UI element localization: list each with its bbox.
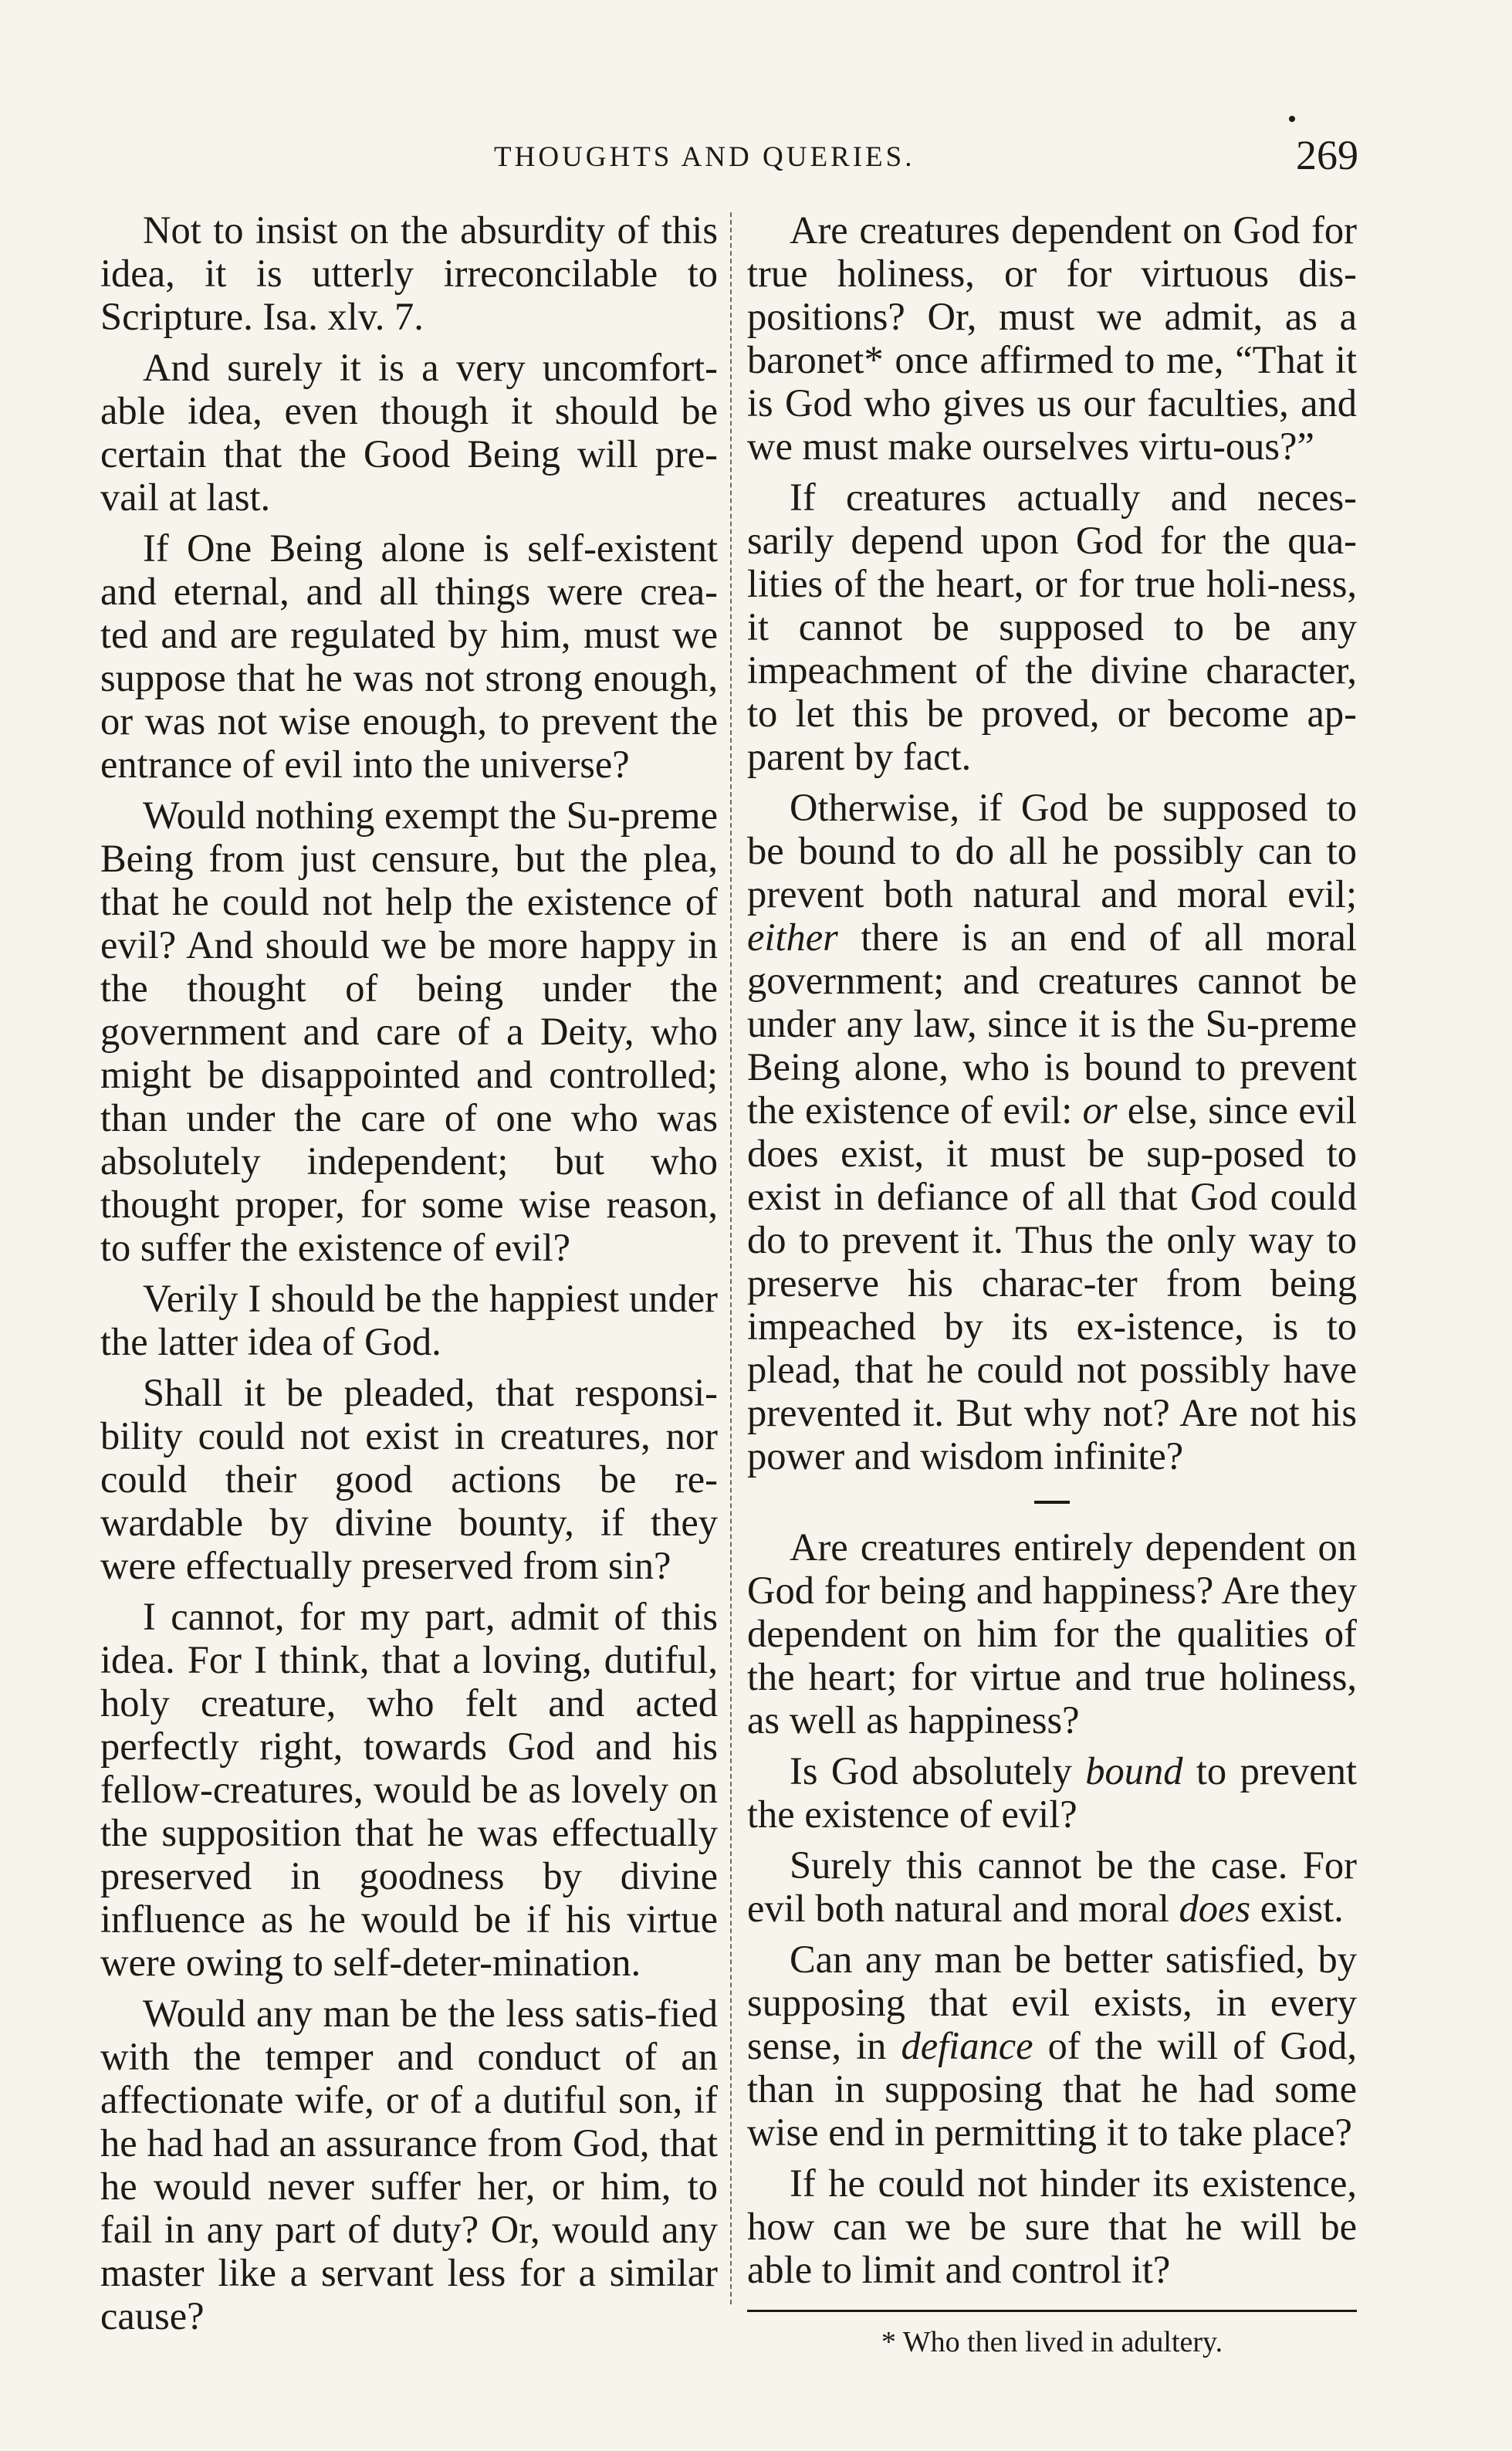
text-run: exist. (1250, 1887, 1344, 1930)
paragraph: If One Being alone is self-existent and eternal, and all things were crea-ted and are regulated by him, must we suppose that he was not strong enough, or was not wise enough, to prevent the entrance of evil into the universe? (100, 526, 718, 786)
page-header (93, 131, 1358, 185)
text-run: Otherwise, if God be supposed to be bound to do all he possibly can to prevent both natural and moral evil; (747, 786, 1357, 916)
paragraph (747, 786, 1357, 1478)
text-run: Is God absolutely (790, 1749, 1086, 1793)
emphasis-text: either (747, 916, 838, 959)
footnote-rule (747, 2310, 1357, 2312)
paragraph: Shall it be pleaded, that responsi-bility could not exist in creatures, nor could their good actions be re-wardable by divine bounty, if they were effectually preserved from sin? (100, 1371, 718, 1587)
paragraph: I cannot, for my part, admit of this idea. For I think, that a loving, dutiful, holy creature, who felt and acted perfectly right, towards God and his fellow-creatures, would be as lovely on the supposition that he was effectually preserved in goodness by divine influence as he would be if his virtue were owing to self-deter-mination. (100, 1595, 718, 1984)
emphasis-text: defiance (901, 2024, 1033, 2067)
paragraph: Would nothing exempt the Su-preme Being from just censure, but the plea, that he could not help the existence of evil? And should we be more happy in the thought of being under the government and care of a Deity, who might be disappointed and controlled; than under the care of one who was absolutely independent; but who thought proper, for some wise reason, to suffer the existence of evil? (100, 794, 718, 1269)
running-title: THOUGHTS AND QUERIES. (494, 141, 915, 173)
paragraph: And surely it is a very uncomfort-able idea, even though it should be certain that the Good Being will pre-vail at last. (100, 346, 718, 519)
paragraph: If he could not hinder its existence, how can we be sure that he will be able to limit and control it? (747, 2162, 1357, 2291)
paragraph (747, 1749, 1357, 1836)
paragraph: Are creatures dependent on God for true holiness, or for virtuous dis-positions? Or, must we admit, as a baronet* once affirmed to me, “That it is God who gives us our faculties, and we must make ourselves virtu-ous?” (747, 208, 1357, 468)
text-run: else, since evil does exist, it must be sup-posed to exist in defiance of all that God could do to prevent it. Thus the only way to preserve his charac-ter from being impeached by its ex-istence, is to plead, that he could not possibly have prevented it. But why not? Are not his power and wisdom infinite? (747, 1088, 1357, 1478)
text-run: to prevent the existence of evil? (747, 1749, 1357, 1836)
emphasis-text: does (1179, 1887, 1251, 1930)
page-number: 269 (1296, 132, 1358, 178)
print-speck (1289, 116, 1295, 122)
emphasis-text: bound (1085, 1749, 1183, 1793)
text-run: Can any man be better satisfied, by supposing that evil exists, in every sense, in (747, 1938, 1357, 2067)
paragraph: Would any man be the less satis-fied with the temper and conduct of an affectionate wife, or of a dutiful son, if he had had an assurance from God, that he would never suffer her, or him, to fail in any part of duty? Or, would any master like a servant less for a similar cause? (100, 1992, 718, 2338)
column-divider (730, 212, 732, 2304)
paragraph (747, 1843, 1357, 1930)
footnote: * Who then lived in adultery. (881, 2326, 1223, 2358)
paragraph: If creatures actually and neces-sarily depend upon God for the qua-lities of the heart, or for true holi-ness, it cannot be supposed to be any impeachment of the divine character, to let this be proved, or become ap-parent by fact. (747, 476, 1357, 778)
section-separator (1034, 1501, 1070, 1504)
text-run: of the will of God, than in supposing that he had some wise end in permitting it to take place? (747, 2024, 1357, 2154)
paragraph (747, 1938, 1357, 2154)
paragraph: Are creatures entirely dependent on God for being and happiness? Are they dependent on him for the qualities of the heart; for virtue and true holiness, as well as happiness? (747, 1525, 1357, 1742)
right-column (747, 208, 1357, 2360)
emphasis-text: or (1082, 1088, 1118, 1132)
left-column (100, 208, 718, 2338)
paragraph: Verily I should be the happiest under the latter idea of God. (100, 1277, 718, 1363)
text-run: there is an end of all moral government; and creatures cannot be under any law, since it is the Su-preme Being alone, who is bound to prevent the existence of evil: (747, 916, 1357, 1132)
text-run: Surely this cannot be the case. For evil both natural and moral (747, 1843, 1357, 1930)
paragraph: Not to insist on the absurdity of this idea, it is utterly irreconcilable to Scripture. Isa. xlv. 7. (100, 208, 718, 338)
